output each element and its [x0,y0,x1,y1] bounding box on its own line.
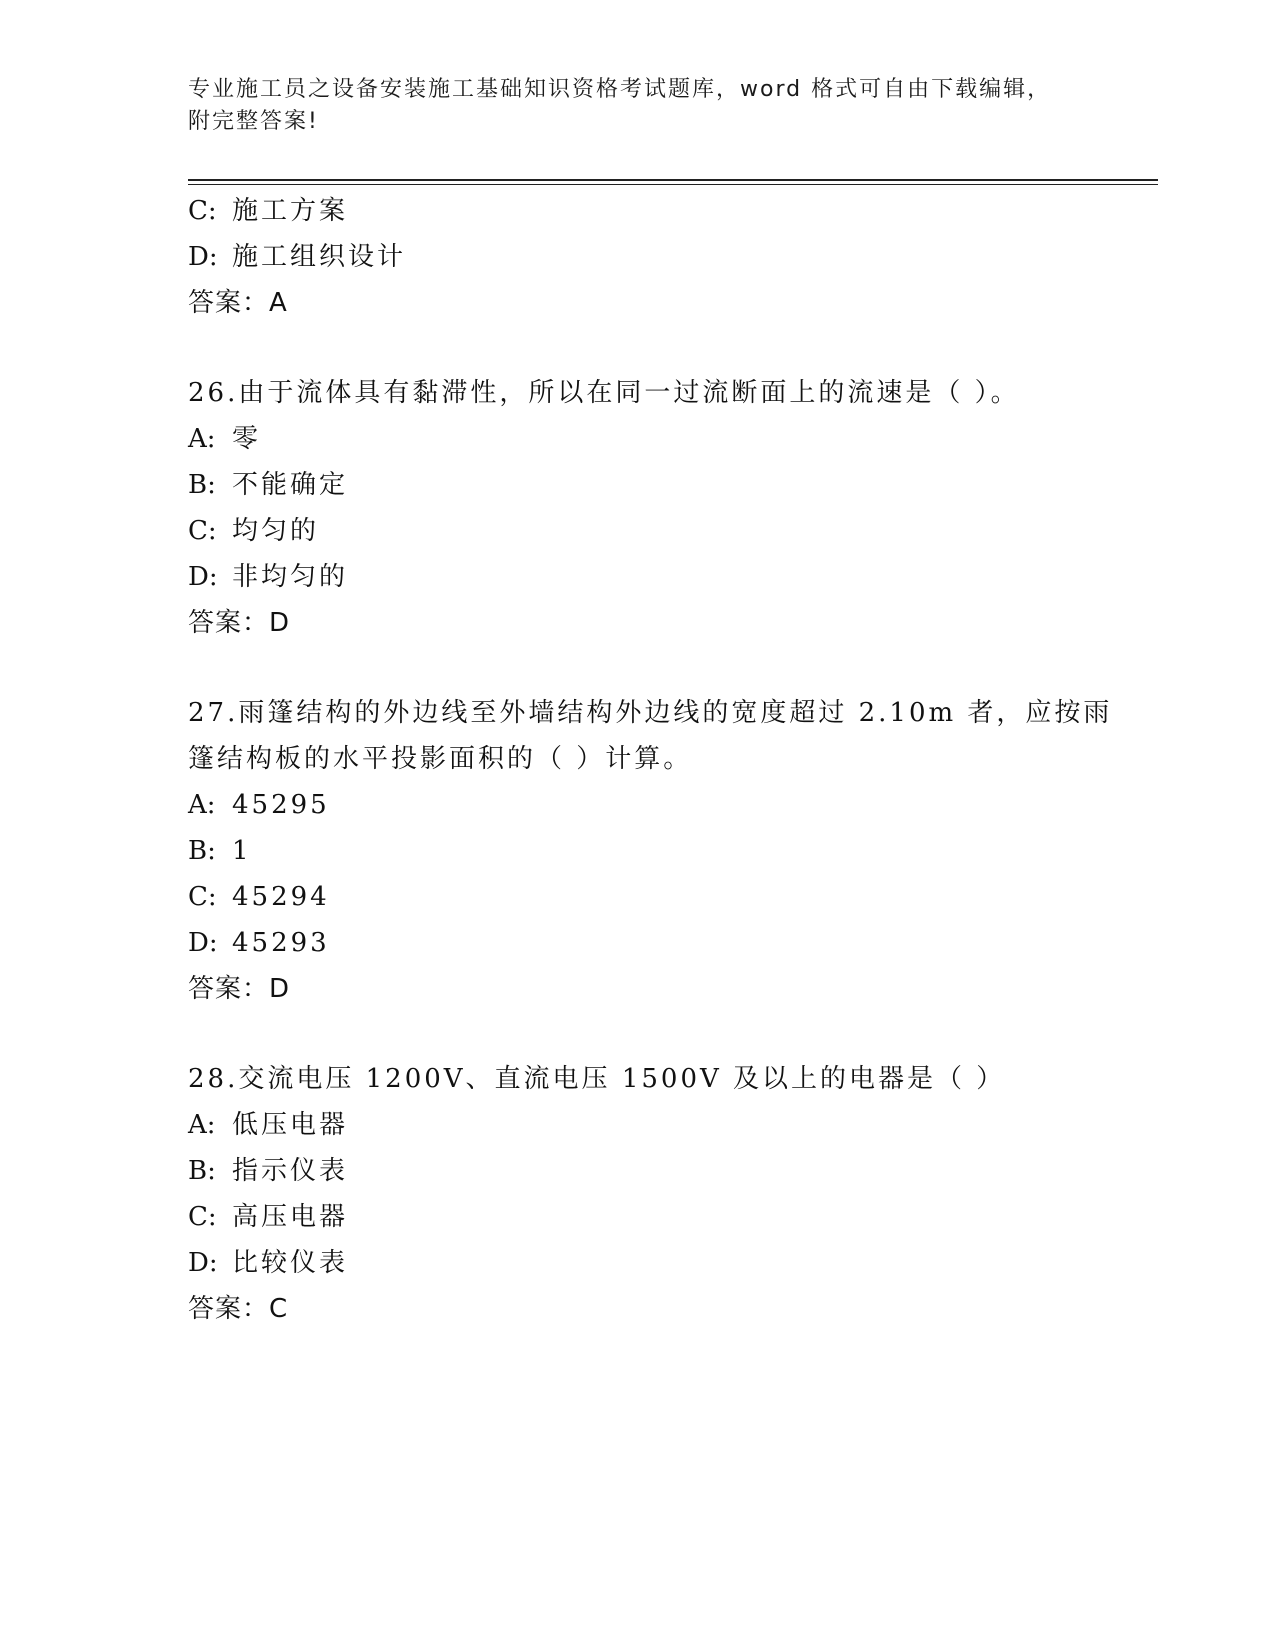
option-label: D: [188,1248,218,1278]
answer-line: 答案：C [188,1294,289,1324]
option-row [188,234,1088,280]
option-label: D: [188,562,218,592]
option-text: 均匀的 [232,516,320,546]
option-label: C: [188,882,217,912]
header-rule-thick [188,179,1158,181]
option-row [188,1148,1088,1194]
option-label: C: [188,1202,217,1232]
option-row [188,1240,1088,1286]
option-row [188,188,1088,234]
spacer [188,646,1088,690]
option-text: 零 [232,424,262,454]
spacer [188,1012,1088,1056]
option-text: 1 [232,836,252,866]
option-row [188,462,1088,508]
option-text: 高压电器 [232,1202,349,1232]
option-text: 施工方案 [232,196,349,226]
header-rule-thin [188,184,1158,185]
option-text: 低压电器 [232,1110,349,1140]
header-line-1: 专业施工员之设备安装施工基础知识资格考试题库，word 格式可自由下载编辑， [188,77,1052,102]
question-stem: 28.交流电压 1200V、直流电压 1500V 及以上的电器是（ ） [188,1064,1006,1094]
answer-line: 答案：A [188,288,288,318]
option-row [188,416,1088,462]
option-label: D: [188,928,218,958]
question-list [188,188,1113,1332]
option-label: C: [188,516,217,546]
question-stem-continued: 篷结构板的水平投影面积的（ ）计算。 [188,744,693,774]
option-row [188,1102,1088,1148]
option-row [188,828,1088,874]
option-text: 非均匀的 [232,562,349,592]
option-label: C: [188,196,217,226]
question-block-previous [188,188,1088,326]
option-row [188,920,1088,966]
answer-line: 答案：D [188,608,291,638]
option-text: 不能确定 [232,470,349,500]
question-block-28 [188,1056,1088,1332]
option-text: 比较仪表 [232,1248,349,1278]
option-label: D: [188,242,218,272]
option-label: A: [188,424,216,454]
option-label: B: [188,836,216,866]
header-line-2: 附完整答案! [188,109,319,134]
option-row [188,874,1088,920]
option-row [188,554,1088,600]
option-label: B: [188,1156,216,1186]
option-text: 指示仪表 [232,1156,349,1186]
option-row [188,508,1088,554]
option-text: 45294 [232,882,330,912]
option-label: B: [188,470,216,500]
option-label: A: [188,790,216,820]
option-text: 施工组织设计 [232,242,407,272]
option-label: A: [188,1110,216,1140]
option-row [188,782,1088,828]
option-text: 45295 [232,790,330,820]
question-block-26 [188,370,1088,646]
page-header [188,74,1088,138]
option-text: 45293 [232,928,330,958]
question-block-27 [188,690,1113,1012]
answer-line: 答案：D [188,974,291,1004]
question-stem: 26.由于流体具有黏滞性，所以在同一过流断面上的流速是（ ）。 [188,378,1020,408]
question-stem: 27.雨篷结构的外边线至外墙结构外边线的宽度超过 2.10m 者，应按雨 [188,698,1113,728]
spacer [188,326,1088,370]
option-row [188,1194,1088,1240]
